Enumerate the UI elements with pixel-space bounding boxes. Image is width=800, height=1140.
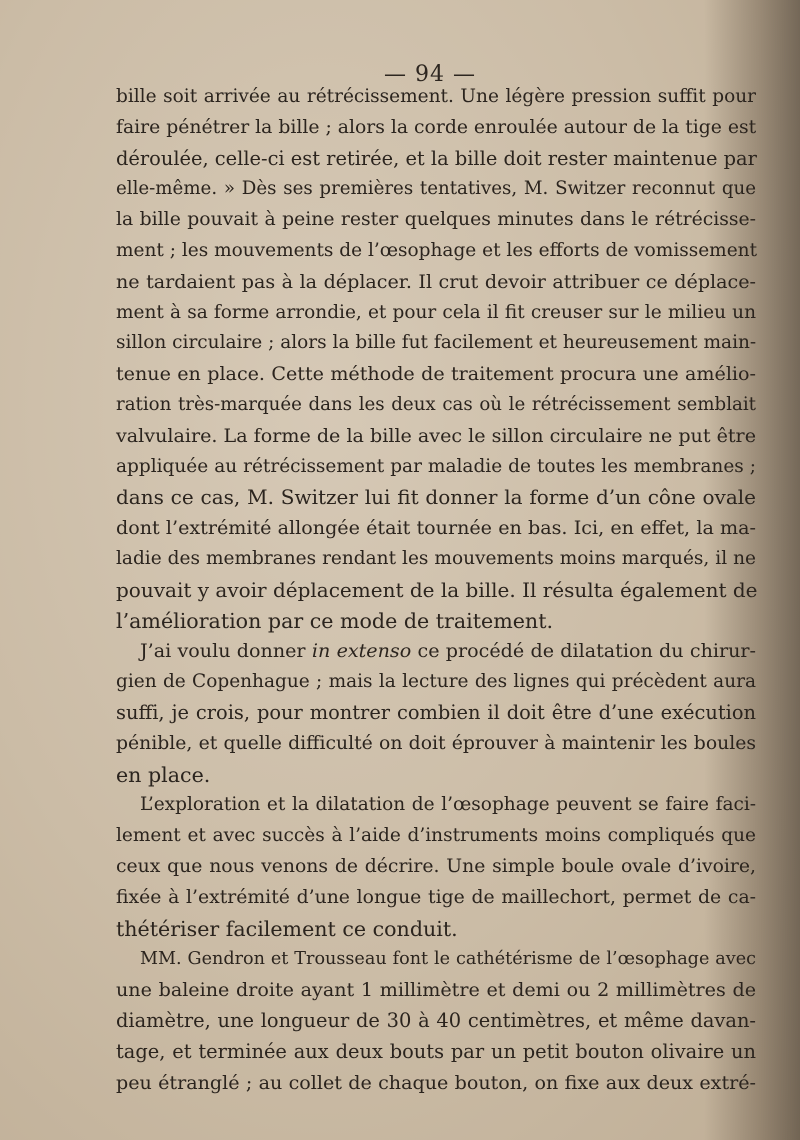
- text-line: MM. Gendron et Trousseau font le cathétérisme de l’œsophage avec: [140, 949, 756, 970]
- paragraph-4: [116, 944, 756, 1098]
- text-line: tenue en place. Cette méthode de traitement procura une amélio-: [116, 362, 756, 386]
- text-line: tage, et terminée aux deux bouts par un petit bouton olivaire un: [116, 1039, 756, 1063]
- text-line: ceux que nous venons de décrire. Une simple boule ovale d’ivoire,: [116, 855, 756, 877]
- paragraph-1: [116, 82, 756, 636]
- paragraph-3: [116, 790, 756, 944]
- text-line: ladie des membranes rendant les mouvements moins marqués, il ne: [116, 547, 756, 569]
- text-line: diamètre, une longueur de 30 à 40 centimètres, et même davan-: [116, 1008, 756, 1032]
- text-line: gien de Copenhague ; mais la lecture des lignes qui précèdent aura: [116, 671, 756, 693]
- text-line: elle-même. » Dès ses premières tentatives, M. Switzer reconnut que: [116, 178, 756, 200]
- text-line: pénible, et quelle difficulté on doit éprouver à maintenir les boules: [116, 732, 756, 754]
- text-line: dont l’extrémité allongée était tournée en bas. Ici, en effet, la ma-: [116, 516, 756, 540]
- text-line: ment à sa forme arrondie, et pour cela il fit creuser sur le milieu un: [116, 301, 756, 323]
- body-text: [116, 82, 756, 1098]
- text-line: ne tardaient pas à la déplacer. Il crut devoir attribuer ce déplace-: [116, 269, 756, 293]
- text-line: une baleine droite ayant 1 millimètre et demi ou 2 millimètres de: [116, 978, 756, 1002]
- text-line: dans ce cas, M. Switzer lui fit donner la forme d’un cône ovale: [116, 485, 756, 510]
- text-line: sillon circulaire ; alors la bille fut facilement et heureusement main-: [116, 332, 757, 354]
- italic-phrase: in extenso: [311, 639, 412, 663]
- text-line: déroulée, celle-ci est retirée, et la bille doit rester maintenue par: [116, 146, 757, 170]
- text-line: bille soit arrivée au rétrécissement. Une légère pression suffit pour: [116, 86, 756, 107]
- text-line: ration très-marquée dans les deux cas où le rétrécissement semblait: [116, 393, 756, 415]
- text-line: suffi, je crois, pour montrer combien il doit être d’une exécution: [116, 700, 756, 724]
- text-line: en place.: [116, 762, 211, 787]
- page-number: — 94 —: [384, 62, 476, 87]
- text-line: la bille pouvait à peine rester quelques minutes dans le rétrécisse-: [116, 209, 756, 231]
- text-line: L’exploration et la dilatation de l’œsophage peuvent se faire faci-: [140, 794, 756, 816]
- text-line: thétériser facilement ce conduit.: [116, 916, 458, 941]
- text-line: ment ; les mouvements de l’œsophage et les efforts de vomissement: [116, 239, 758, 261]
- text-line: l’amélioration par ce mode de traitement.: [116, 608, 554, 633]
- text-line: peu étranglé ; au collet de chaque bouton, on fixe aux deux extré-: [116, 1070, 756, 1094]
- text-line: fixée à l’extrémité d’une longue tige de maillechort, permet de ca-: [116, 886, 756, 908]
- text-line: J’ai voulu donner in extenso ce procédé de dilatation du chirur-: [140, 639, 756, 663]
- text-line: faire pénétrer la bille ; alors la corde enroulée autour de la tige est: [116, 116, 757, 138]
- text-line: lement et avec succès à l’aide d’instruments moins compliqués que: [116, 825, 756, 847]
- text-line: appliquée au rétrécissement par maladie de toutes les membranes ;: [116, 455, 756, 477]
- text-line: valvulaire. La forme de la bille avec le sillon circulaire ne put être: [116, 423, 756, 447]
- paragraph-2: [116, 636, 756, 790]
- text-line: pouvait y avoir déplacement de la bille. Il résulta également de: [116, 577, 758, 602]
